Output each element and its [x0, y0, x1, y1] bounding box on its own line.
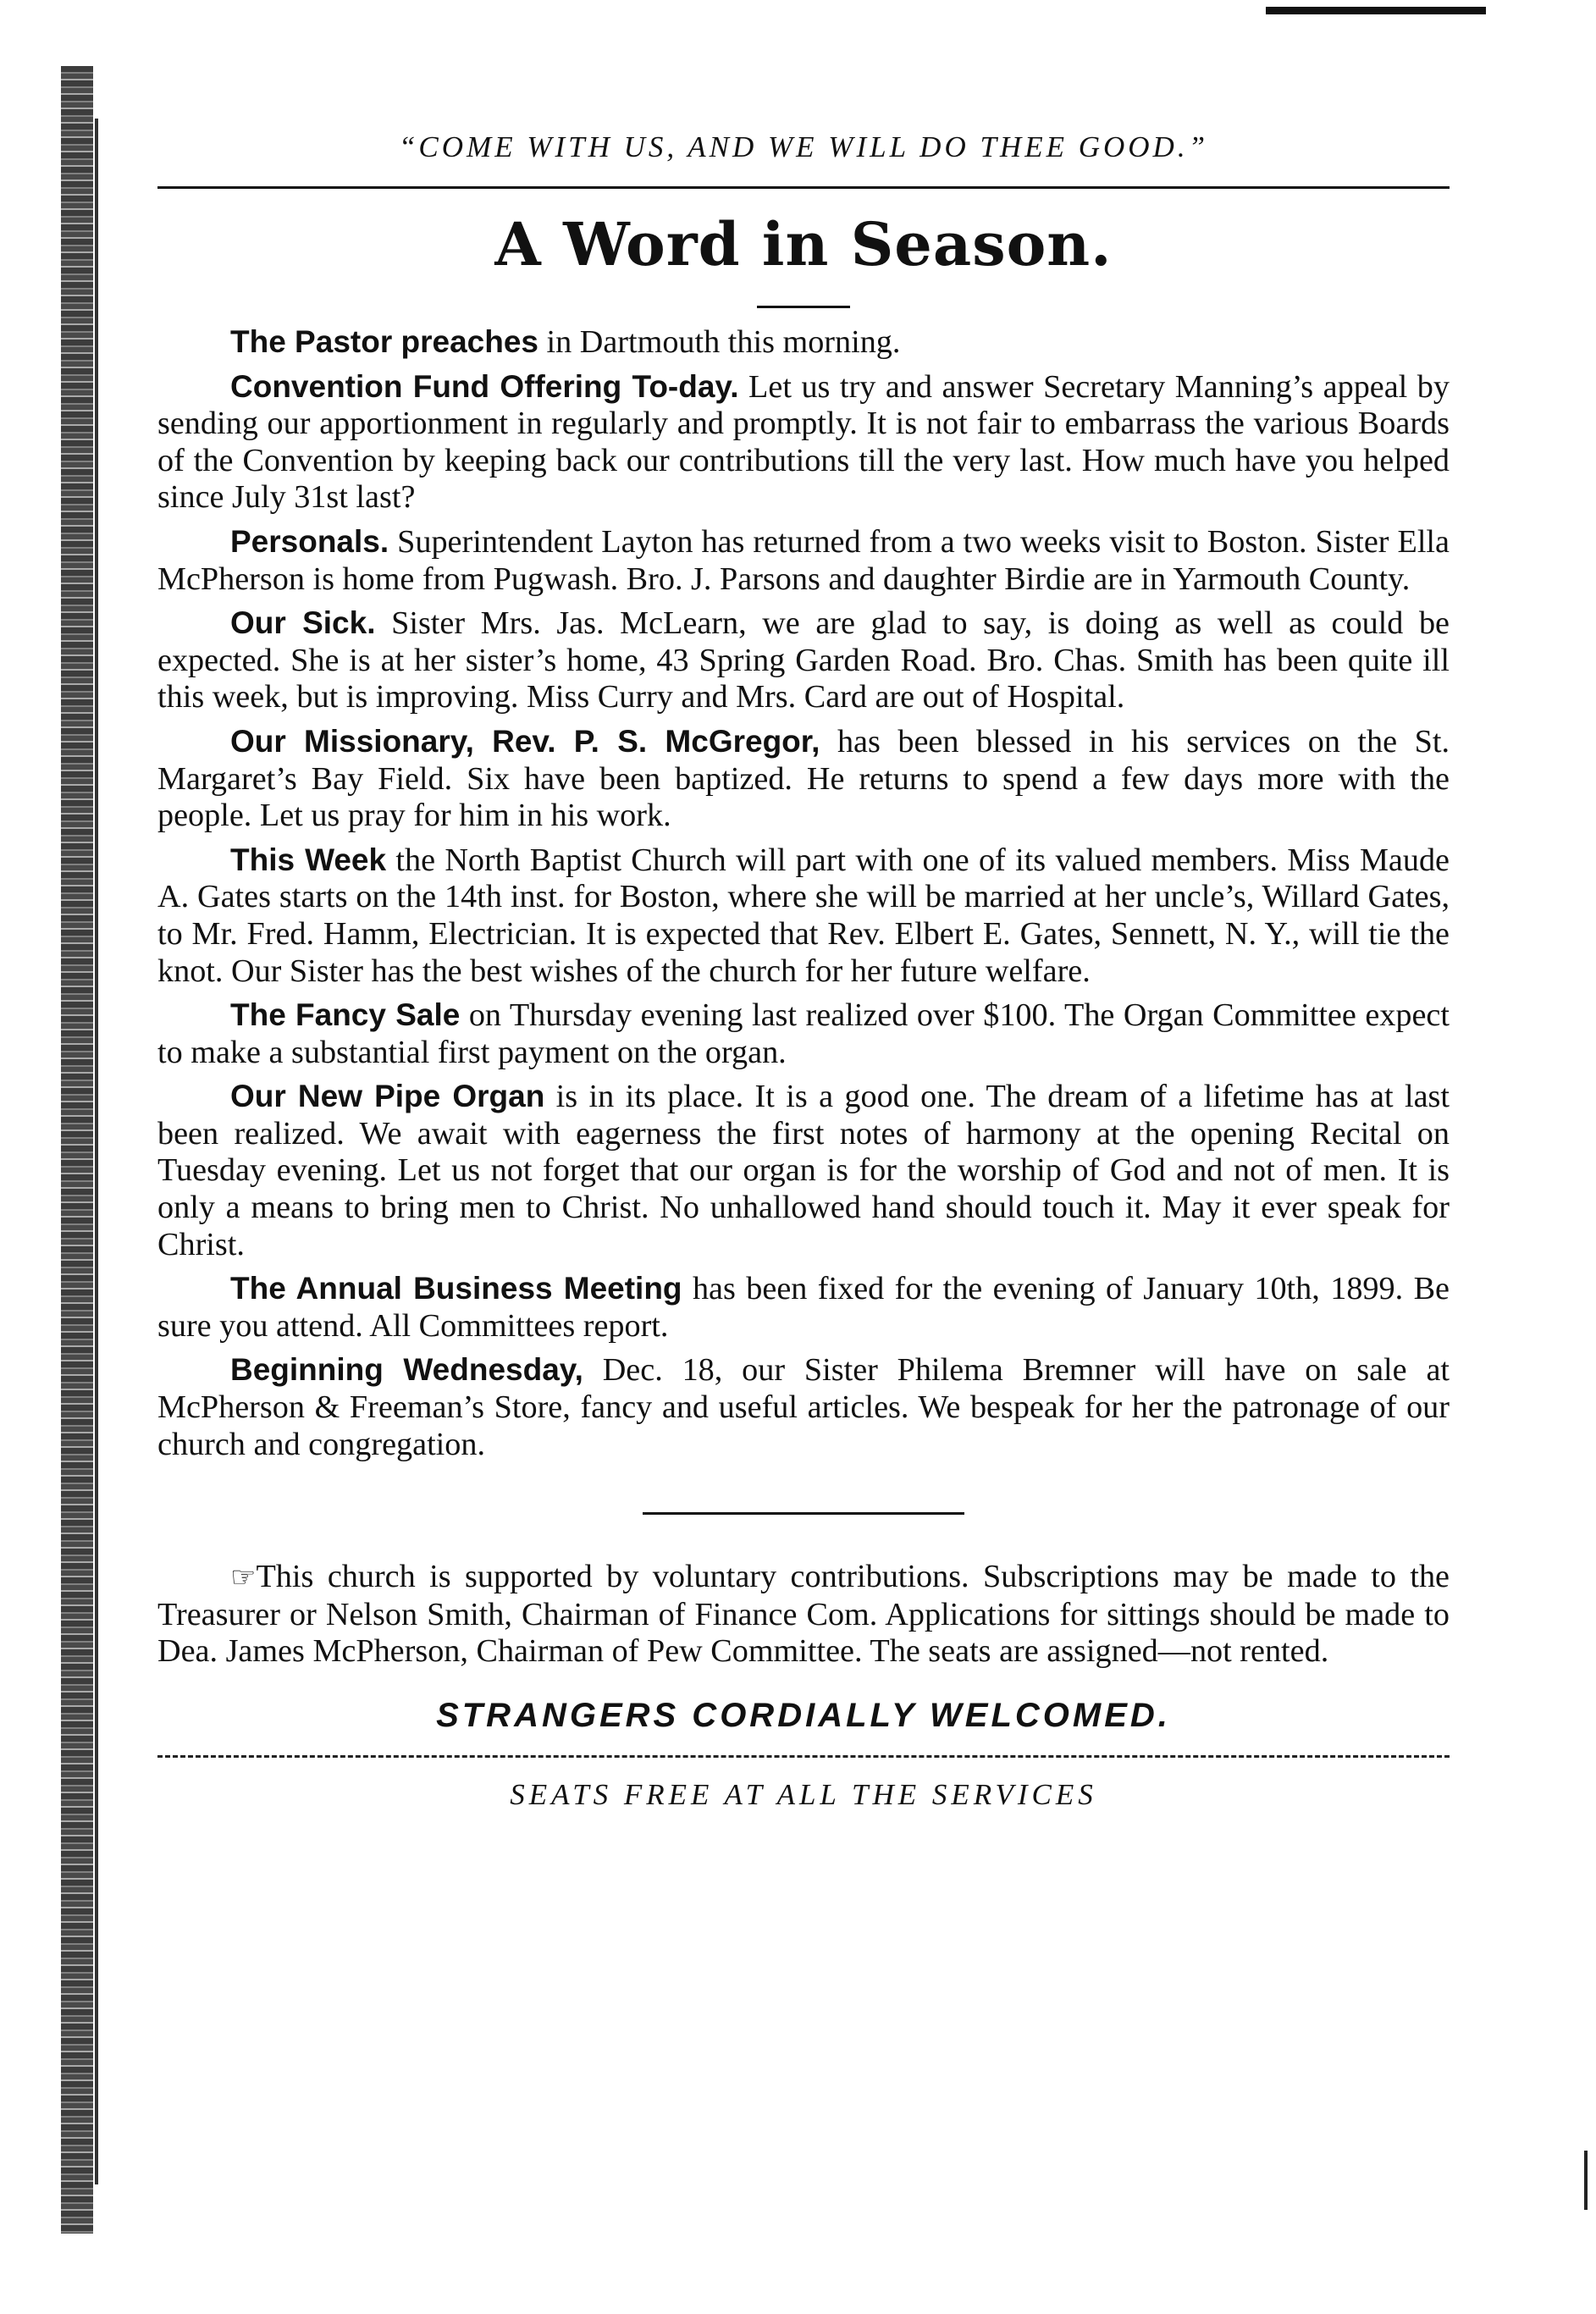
notice-lead: Our Sick. [230, 605, 376, 641]
page-title: A Word in Season. [494, 209, 1113, 279]
notice-lead: Our Missionary, Rev. P. S. McGregor, [230, 723, 820, 759]
top-edge-rule [1266, 7, 1486, 14]
notice-convention-fund [157, 368, 1450, 516]
notice-pipe-organ [157, 1078, 1450, 1263]
support-notice [157, 1559, 1450, 1671]
notice-pastor [157, 323, 1450, 362]
notice-text: in Dartmouth this morning. [538, 324, 901, 360]
support-text: This church is supported by voluntary contributions. Subscriptions may be made to the Treasurer or Nelson Smith, Chairman of Finance Com. Applications for sittings should be made to Dea. James McPherson, Chairman of Pew Committee. The seats are assigned—not rented. [157, 1559, 1450, 1670]
footer-rule [157, 1755, 1450, 1758]
notice-text: Dec. 18, our Sister Philema Bremner will have on sale at McPherson & Freeman’s Store, fancy and useful articles. We bespeak for her the patronage of our church and congregation. [157, 1352, 1450, 1462]
pointing-hand-icon: ☞ [230, 1560, 257, 1595]
notice-text: is in its place. It is a good one. The dream of a lifetime has at last been realized. We await with eagerness the first notes of harmony at the opening Recital on Tuesday evening. Let us not forget that our organ is for the worship of God and not of men. It is only a means to bring men to Christ. No unhallowed hand should touch it. May it ever speak for Christ. [157, 1079, 1450, 1262]
notice-text: Superintendent Layton has returned from a two weeks visit to Boston. Sister Ella McPherson is home from Pugwash. Bro. J. Parsons and daughter Birdie are in Yarmouth County. [157, 523, 1450, 597]
binding-edge [95, 119, 98, 2184]
notice-annual-meeting [157, 1270, 1450, 1345]
notice-lead: Convention Fund Offering To-day. [230, 368, 739, 404]
notice-text: has been blessed in his services on the St. Margaret’s Bay Field. Six have been baptized. He returns to spend a few days more with the people. Let us pray for him in his work. [157, 723, 1450, 834]
notice-lead: The Annual Business Meeting [230, 1271, 682, 1306]
strangers-welcome: STRANGERS CORDIALLY WELCOMED. [436, 1697, 1171, 1734]
binding-strip [61, 66, 93, 2234]
notice-missionary [157, 723, 1450, 835]
motto-rule [157, 186, 1450, 189]
seats-free: SEATS FREE AT ALL THE SERVICES [510, 1778, 1097, 1811]
notices [157, 323, 1450, 1463]
notice-lead: The Fancy Sale [230, 997, 461, 1033]
notice-lead: Beginning Wednesday, [230, 1352, 583, 1388]
notice-personals [157, 523, 1450, 598]
notice-text: Let us try and answer Secretary Manning’s appeal by sending our apportionment in regularly and promptly. It is not fair to embarrass the various Boards of the Convention by keeping back our contributions till the very last. How much have you helped since July 31st last? [157, 368, 1450, 516]
margin-mark [1584, 2151, 1588, 2210]
title-rule [757, 306, 850, 308]
notice-text: the North Baptist Church will part with one of its valued members. Miss Maude A. Gates starts on the 14th inst. for Boston, where she will be married at her uncle’s, Willard Gates, to Mr. Fred. Hamm, Electrician. It is expected that Rev. Elbert E. Gates, Sennett, N. Y., will tie the knot. Our Sister has the best wishes of the church for her future welfare. [157, 842, 1450, 989]
notice-wednesday-sale [157, 1351, 1450, 1463]
notice-lead: Our New Pipe Organ [230, 1079, 545, 1114]
notice-lead: This Week [230, 842, 387, 877]
notice-fancy-sale [157, 997, 1450, 1071]
notice-our-sick [157, 605, 1450, 716]
notice-text: on Thursday evening last realized over $100. The Organ Committee expect to make a substantial first payment on the organ. [157, 997, 1450, 1070]
motto: “COME WITH US, AND WE WILL DO THEE GOOD.” [398, 130, 1209, 163]
notice-text: has been fixed for the evening of January 10th, 1899. Be sure you attend. All Committees report. [157, 1271, 1450, 1344]
bulletin-column [157, 127, 1450, 1814]
section-rule [643, 1512, 964, 1515]
notice-this-week [157, 842, 1450, 990]
notice-lead: Personals. [230, 523, 389, 559]
notice-text: Sister Mrs. Jas. McLearn, we are glad to say, is doing as well as could be expected. She is at her sister’s home, 43 Spring Garden Road. Bro. Chas. Smith has been quite ill this week, but is improving. Miss Curry and Mrs. Card are out of Hospital. [157, 605, 1450, 715]
notice-lead: The Pastor preaches [230, 324, 538, 359]
